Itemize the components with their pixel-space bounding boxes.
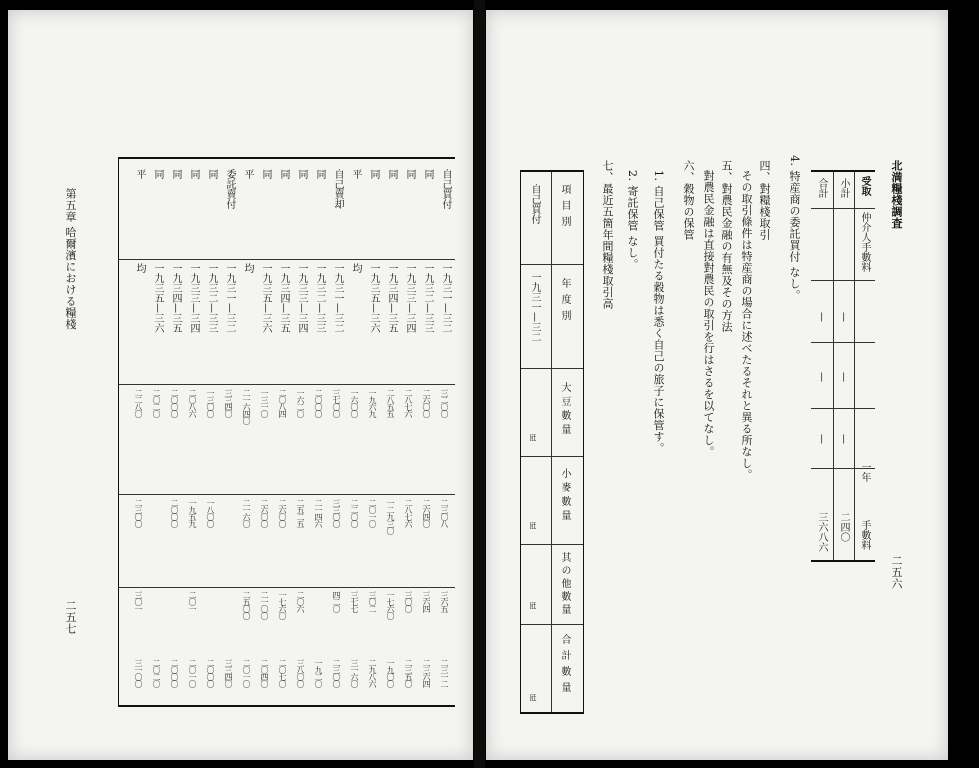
ledger-period: 一九三二—三三: [314, 263, 325, 333]
para-vi-2: 2. 寄託保管 なし。: [626, 170, 639, 270]
fee-head-c: 手數料: [859, 520, 870, 550]
fee-row-value: 二四〇: [838, 512, 849, 542]
ledger-label: 平: [134, 169, 145, 179]
ledger-soy-value: 一九六九: [368, 389, 377, 417]
fee-head-b: 一年: [859, 462, 870, 482]
head-year: 年度別: [559, 278, 570, 326]
fee-row-value: —: [838, 434, 849, 444]
ledger-total-value: 二三一二: [440, 659, 449, 687]
page-number-left: 二五七: [64, 600, 77, 635]
ledger-period: 一九三三—三四: [404, 263, 415, 333]
para-4: 4. 特産商の委託買付 なし。: [788, 155, 801, 301]
ledger-label: 同: [314, 169, 325, 179]
left-page: [8, 10, 473, 760]
ledger-period: 一九三五—三六: [368, 263, 379, 333]
ledger-period: 一九三一—三二: [440, 263, 451, 333]
ledger-label: 同: [386, 169, 397, 179]
ledger-wheat-value: 二〇〇〇: [170, 499, 179, 527]
ledger-other-value: 三〇一: [134, 591, 143, 612]
ledger-wheat-value: 二三〇〇: [134, 499, 143, 527]
ledger-soy-value: 一三〇〇: [206, 389, 215, 417]
ledger-total-value: 三三四〇: [224, 659, 233, 687]
head-other: 其の他數量: [559, 552, 570, 617]
para-iv-text: その取引條件は特産商の場合に述べたるそれと異る所なし。: [740, 170, 753, 481]
ledger-wheat-value: 二五二五: [296, 499, 305, 527]
ledger-label: 平: [350, 169, 361, 179]
ledger-other-value: 三六五: [440, 591, 449, 612]
unit-label: 瓩: [529, 694, 537, 701]
ledger-other-value: 三〇二: [368, 591, 377, 612]
ledger-soy-value: 二〇二〇: [152, 389, 161, 417]
ledger-period: 一九三一—三二: [332, 263, 343, 333]
ledger-label: 委託賣付: [224, 169, 235, 209]
right-page: [486, 10, 948, 760]
ledger-label: 同: [188, 169, 199, 179]
ledger-total-value: 一九二〇: [314, 659, 323, 687]
ledger-total-value: 二三五〇: [404, 659, 413, 687]
ledger-period: 一九三一—三二: [224, 263, 235, 333]
ledger-column: [419, 159, 437, 705]
ledger-other-value: 二五〇〇: [242, 591, 251, 619]
fee-row-label: 合計: [816, 178, 827, 198]
ledger-total-value: 二三〇〇: [332, 659, 341, 687]
fee-row-value: 三六八六: [816, 512, 827, 552]
ledger-column: [239, 159, 257, 705]
ledger-wheat-value: 三三〇〇: [332, 499, 341, 527]
ledger-column: [437, 159, 455, 705]
running-header: 北満糧棧調査: [890, 160, 903, 229]
ledger-total-value: 二〇二〇: [152, 659, 161, 687]
ledger-soy-value: 二〇〇〇: [314, 389, 323, 417]
ledger-label: 自己買付: [440, 169, 451, 209]
ledger-period: 一九三二—三三: [206, 263, 217, 333]
fee-row-value: —: [838, 372, 849, 382]
ledger-other-value: 二一〇〇: [260, 591, 269, 619]
ledger-table: [118, 157, 455, 707]
ledger-total-value: 三八〇〇: [296, 659, 305, 687]
ledger-column: [275, 159, 293, 705]
chapter-header: 第五章 哈爾濱における糧棧: [64, 188, 77, 330]
ledger-label: 平: [242, 169, 253, 179]
head-item: 項目別: [559, 184, 570, 232]
ledger-period: 一九三五—三六: [152, 263, 163, 333]
para-iv-heading: 四、對糧棧取引: [758, 160, 771, 241]
ledger-period: 一九三四—三五: [170, 263, 181, 333]
ledger-wheat-value: 二〇一〇: [368, 499, 377, 527]
fee-row-value: —: [838, 312, 849, 322]
para-vii-heading: 七、最近五箇年間糧棧取引高: [601, 160, 614, 310]
ledger-total-value: 二〇〇〇: [206, 659, 215, 687]
ledger-wheat-value: 二八七六: [404, 499, 413, 527]
fee-row-value: —: [816, 372, 827, 382]
ledger-column: [149, 159, 167, 705]
ledger-other-value: 二〇一: [188, 591, 197, 612]
ledger-wheat-value: 一八〇〇: [206, 499, 215, 527]
ledger-soy-value: 二〇八四: [278, 389, 287, 417]
ledger-total-value: 二〇一〇: [188, 659, 197, 687]
ledger-period: 均: [242, 263, 253, 273]
unit-label: 瓩: [529, 434, 537, 441]
ledger-column: [365, 159, 383, 705]
ledger-column: [257, 159, 275, 705]
para-vi-1: 1. 自己保管 買付たる穀物は悉く自己の旅子に保管す。: [652, 170, 665, 454]
ledger-wheat-value: 二六四〇: [422, 499, 431, 527]
ledger-wheat-value: 二六〇〇: [278, 499, 287, 527]
ledger-soy-value: 二〇八六: [188, 389, 197, 417]
ledger-column: [131, 159, 149, 705]
ledger-other-value: 一七六〇: [278, 591, 287, 619]
ledger-total-value: 二〇一〇: [242, 659, 251, 687]
ledger-soy-value: 三七〇〇: [332, 389, 341, 417]
fee-row-value: —: [816, 434, 827, 444]
ledger-wheat-value: 一九五九: [188, 499, 197, 527]
ledger-soy-value: 一三一〇: [260, 389, 269, 417]
ledger-wheat-value: 二一四六: [314, 499, 323, 527]
fee-title: 仲介人手數料: [859, 212, 870, 272]
intermediary-fee-table: [811, 170, 875, 562]
ledger-soy-value: 一六〇〇: [350, 389, 359, 417]
ledger-other-value: 三六四: [422, 591, 431, 612]
fee-row-label: 小計: [838, 178, 849, 198]
ledger-total-value: 一九〇〇: [386, 659, 395, 687]
ledger-label: 同: [170, 169, 181, 179]
ledger-column: [221, 159, 239, 705]
ledger-column: [329, 159, 347, 705]
ledger-column: [185, 159, 203, 705]
ledger-soy-value: 二〇〇〇: [170, 389, 179, 417]
ledger-period: 一九三三—三四: [296, 263, 307, 333]
ledger-label: 同: [404, 169, 415, 179]
ledger-period: 均: [350, 263, 361, 273]
ledger-soy-value: 一六二〇: [296, 389, 305, 417]
ledger-label: 同: [206, 169, 217, 179]
head-wheat: 小麥數量: [559, 468, 570, 524]
unit-label: 瓩: [529, 522, 537, 529]
ledger-other-value: 三〇〇: [404, 591, 413, 612]
ledger-other-value: 一七六〇: [386, 591, 395, 619]
recent-transactions-table: [520, 170, 584, 714]
ledger-wheat-value: 一二九三〇: [386, 499, 395, 534]
ledger-soy-value: 二六〇〇: [422, 389, 431, 417]
ledger-total-value: 三一〇〇: [134, 659, 143, 687]
ledger-total-value: 二〇七〇: [278, 659, 287, 687]
ledger-total-value: 二〇四〇: [260, 659, 269, 687]
fee-row-value: —: [816, 312, 827, 322]
ledger-column: [401, 159, 419, 705]
ledger-period: 一九三四—三五: [386, 263, 397, 333]
ledger-column: [203, 159, 221, 705]
ledger-total-value: 二〇〇〇: [170, 659, 179, 687]
ledger-soy-value: 二八五五: [386, 389, 395, 417]
ledger-wheat-value: 二二〇〇: [350, 499, 359, 527]
ledger-wheat-value: 二三〇八: [440, 499, 449, 527]
ledger-label: 自己賣却: [332, 169, 343, 209]
book-gutter: [474, 0, 485, 768]
unit-label: 瓩: [529, 602, 537, 609]
ledger-wheat-value: 二一六〇: [242, 499, 251, 527]
ledger-label: 同: [278, 169, 289, 179]
para-v-text: 對農民金融は直接對農民の取引を行はさるを以てなし。: [702, 170, 715, 458]
ledger-total-value: 二九八六: [368, 659, 377, 687]
fee-head-a: 受取: [859, 176, 870, 196]
ledger-total-value: 二三六四: [422, 659, 431, 687]
ledger-soy-value: 三三四〇: [224, 389, 233, 417]
head-total: 合計數量: [559, 634, 570, 698]
ledger-soy-value: 二一六四〇: [242, 389, 251, 424]
ledger-other-value: 三七七: [350, 591, 359, 612]
ledger-column: [293, 159, 311, 705]
ledger-label: 同: [368, 169, 379, 179]
ledger-period: 一九三四—三五: [278, 263, 289, 333]
ledger-column: [311, 159, 329, 705]
page-number-right: 二五六: [890, 555, 903, 590]
ledger-column: [347, 159, 365, 705]
row-year: 一九三一—三二: [529, 272, 540, 342]
row-label: 自己買付: [529, 184, 540, 224]
ledger-label: 同: [260, 169, 271, 179]
ledger-soy-value: 二二八〇: [134, 389, 143, 417]
ledger-label: 同: [296, 169, 307, 179]
ledger-total-value: 三一六〇: [350, 659, 359, 687]
ledger-other-value: 四二〇: [332, 591, 341, 612]
ledger-label: 同: [422, 169, 433, 179]
ledger-label: 同: [152, 169, 163, 179]
ledger-period: 均: [134, 263, 145, 273]
ledger-soy-value: 三二〇〇: [440, 389, 449, 417]
ledger-column: [167, 159, 185, 705]
ledger-wheat-value: 二六〇〇: [260, 499, 269, 527]
ledger-period: 一九三三—三四: [188, 263, 199, 333]
ledger-period: 一九三二—三三: [422, 263, 433, 333]
para-vi-heading: 六、穀物の保管: [682, 160, 695, 241]
head-soy: 大豆數量: [559, 382, 570, 438]
ledger-other-value: 二〇六: [296, 591, 305, 612]
ledger-soy-value: 二八七六: [404, 389, 413, 417]
ledger-period: 一九三五—三六: [260, 263, 271, 333]
para-v-heading: 五、對農民金融の有無及その方法: [720, 160, 733, 333]
ledger-column: [383, 159, 401, 705]
